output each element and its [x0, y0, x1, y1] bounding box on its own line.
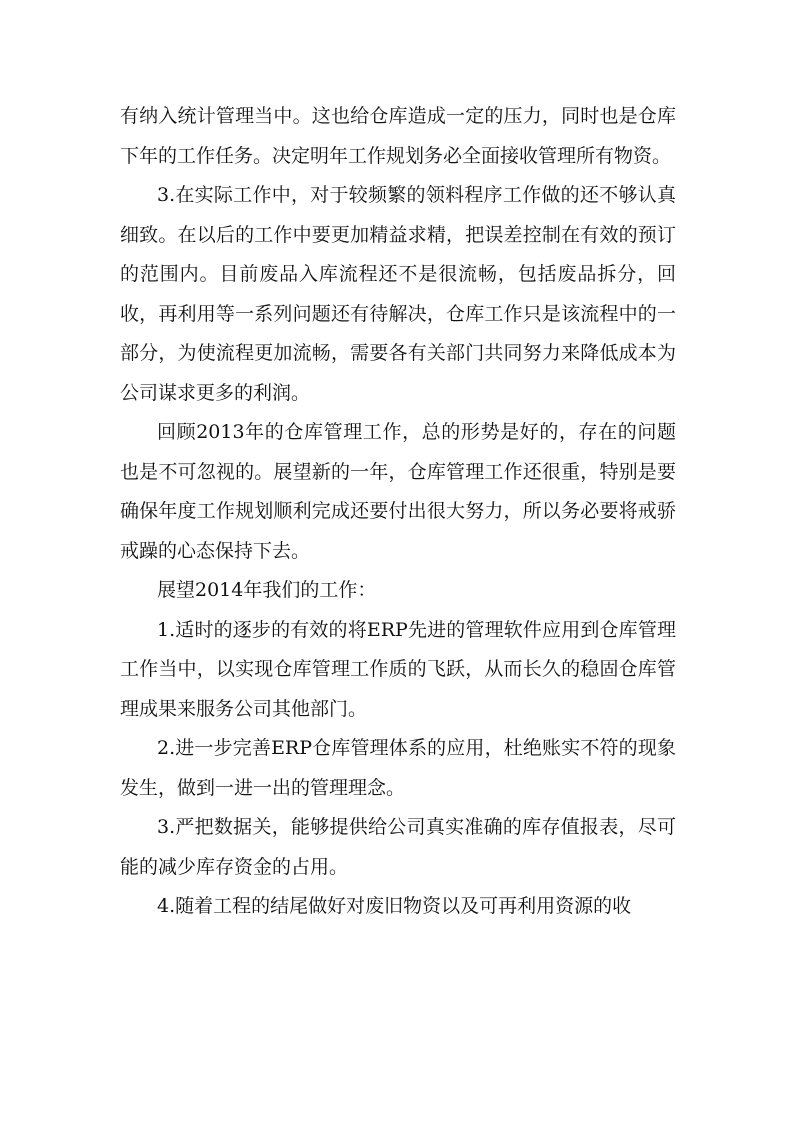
paragraph-plan-item-2: 2.进一步完善ERP仓库管理体系的应用，杜绝账实不符的现象发生，做到一进一出的管理理念。: [120, 737, 676, 799]
paragraph-plan-item-3: 3.严把数据关，能够提供给公司真实准确的库存值报表，尽可能的减少库存资金的占用。: [120, 816, 676, 878]
paragraph-outlook-heading: 展望2014年我们的工作：: [157, 579, 377, 601]
paragraph-review-2013: 回顾2013年的仓库管理工作，总的形势是好的，存在的问题也是不可忽视的。展望新的一年，仓库管理工作还很重，特别是要确保年度工作规划顺利完成还要付出很大努力，所以务必要将戒骄戒躁的心态保持下去。: [120, 421, 676, 562]
paragraph-plan-item-1: 1.适时的逐步的有效的将ERP先进的管理软件应用到仓库管理工作当中，以实现仓库管理工作质的飞跃，从而长久的稳固仓库管理成果来服务公司其他部门。: [120, 618, 676, 720]
document-body: [120, 97, 676, 927]
paragraph-plan-item-4: 4.随着工程的结尾做好对废旧物资以及可再利用资源的收: [157, 895, 632, 917]
paragraph-continuation: 有纳入统计管理当中。这也给仓库造成一定的压力，同时也是仓库下年的工作任务。决定明年工作规划务必全面接收管理所有物资。: [120, 105, 676, 167]
paragraph-item-3-requisition: 3.在实际工作中，对于较频繁的领料程序工作做的还不够认真细致。在以后的工作中要更加精益求精，把误差控制在有效的预订的范围内。目前废品入库流程还不是很流畅，包括废品拆分，回收，再利用等一系列问题还有待解决，仓库工作只是该流程中的一部分，为使流程更加流畅，需要各有关部门共同努力来降低成本为公司谋求更多的利润。: [120, 184, 676, 404]
